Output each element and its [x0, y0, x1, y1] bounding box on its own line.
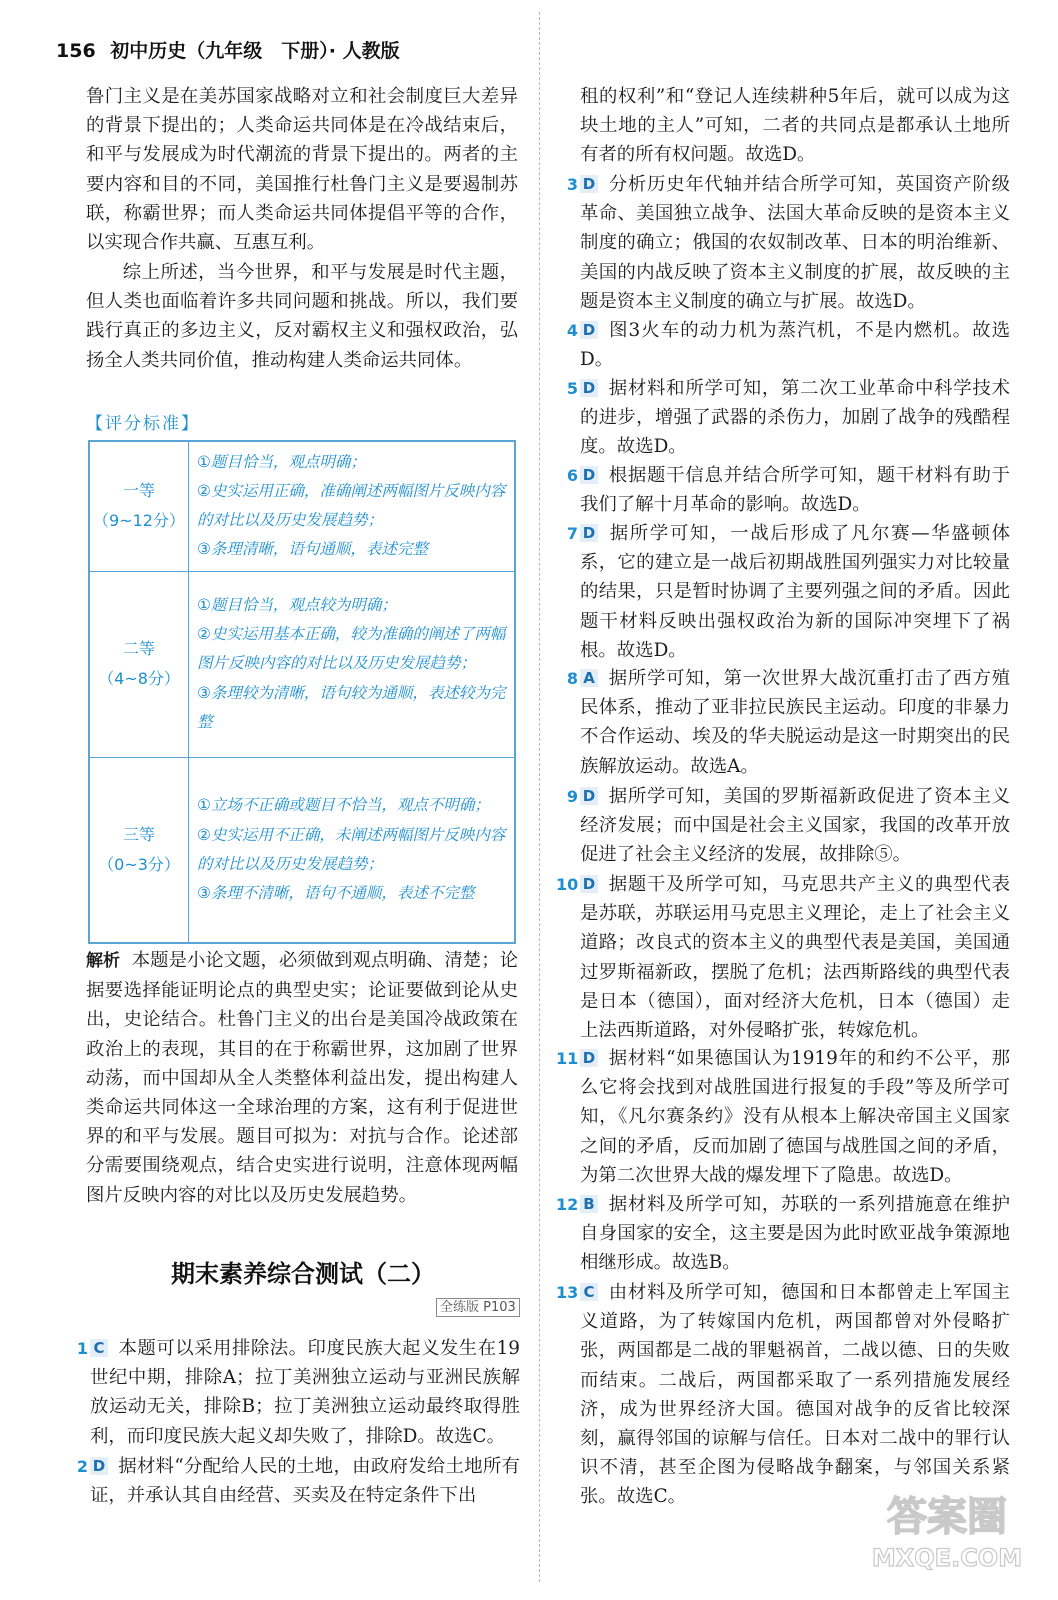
summary-paragraph: 综上所述，当今世界，和平与发展是时代主题，但人类也面临着许多共同问题和挑战。所以，我们要践行真正的多边主义，反对霸权主义和强权政治，弘扬全人类共同价值，推动构建人类命运共同体。 [86, 262, 518, 371]
answer-letter-badge: A [580, 669, 598, 687]
book-title: 初中历史（九年级 下册）· 人教版 [110, 40, 400, 62]
criterion-item: ①题目恰当，观点较为明确； [197, 595, 397, 614]
answer-explanation: 据材料“如果德国认为1919年的和约不公平，那么它将会找到对战胜国进行报复的手段”等及所学可知，《凡尔赛条约》没有从根本上解决帝国主义国家之间的矛盾，反而加剧了德国与战胜国之间的矛盾，为第二次世界大战的爆发埋下了隐患。故选D。 [580, 1048, 1010, 1186]
question-number: 10 [556, 875, 579, 894]
answer-letter-badge: D [580, 875, 598, 893]
analysis-label: 解析 [86, 951, 121, 971]
answer-explanation: 据所学可知，美国的罗斯福新政促进了资本主义经济发展；而中国是社会主义国家，我国的改革开放促进了社会主义经济的发展，故排除⑤。 [580, 786, 1010, 866]
grade-range: （4~8分） [98, 669, 180, 688]
grade-name: 一等 [122, 481, 155, 501]
answer-explanation: 据所学可知，一战后形成了凡尔赛—华盛顿体系，它的建立是一战后初期战胜国列强实力对比较量的结果，只是暂时协调了主要列强之间的矛盾。因此题干材料反映出强权政治为新的国际冲突埋下了祸根。故选D。 [580, 523, 1010, 661]
answer-letter-badge: D [580, 466, 598, 484]
answer-letter-badge: C [90, 1339, 108, 1357]
criterion-item: ①立场不正确或题目不恰当，观点不明确； [197, 796, 490, 815]
question-number: 8 [566, 669, 578, 688]
answer-letter-badge: B [580, 1195, 598, 1213]
answer-item [76, 1452, 520, 1510]
watermark-domain: MXQE.COM [871, 1544, 1023, 1572]
criteria-cell [189, 571, 516, 757]
answer-letter-badge: C [580, 1283, 598, 1301]
question-number: 11 [556, 1049, 579, 1068]
analysis-text: 本题是小论文题，必须做到观点明确、清楚；论据要选择能证明论点的典型史实；论证要做到论从史出，史论结合。杜鲁门主义的出台是美国冷战政策在政治上的表现，其目的在于称霸世界，这加剧了世界动荡，而中国却从全人类整体利益出发，提出构建人类命运共同体这一全球治理的方案，这有利于促进世界的和平与发展。题目可拟为：对抗与合作。论述部分需要围绕观点，结合史实进行说明，注意体现两幅图片反映内容的对比以及历史发展趋势。 [86, 950, 518, 1206]
grade-name: 三等 [122, 824, 155, 844]
question-number: 4 [566, 321, 578, 340]
criterion-item: ③条理清晰，语句通顺，表述完整 [197, 540, 428, 559]
question-number: 1 [76, 1339, 88, 1358]
reference-tag: 全练版 P103 [436, 1298, 520, 1317]
rubric-row-third [89, 757, 515, 943]
answer-letter-badge: D [580, 787, 598, 805]
scoring-rubric-table [88, 440, 516, 944]
answer-explanation: 图3火车的动力机为蒸汽机，不是内燃机。故选D。 [580, 320, 1010, 371]
criterion-item: ③条理不清晰，语句不通顺，表述不完整 [197, 883, 475, 902]
answer-item [566, 170, 1010, 316]
answer-explanation: 分析历史年代轴并结合所学可知，英国资产阶级革命、美国独立战争、法国大革命反映的是资本主义制度的确立；俄国的农奴制改革、日本的明治维新、美国的内战反映了资本主义制度的扩展，故反映的主题是资本主义制度的确立与扩展。故选D。 [580, 174, 1010, 312]
answer-letter-badge: D [580, 321, 598, 339]
answer-explanation: 据材料和所学可知，第二次工业革命中科学技术的进步，增强了武器的杀伤力，加剧了战争的残酷程度。故选D。 [580, 378, 1010, 458]
criterion-item: ①题目恰当，观点明确； [197, 452, 366, 471]
question-number: 12 [556, 1195, 579, 1214]
analysis-paragraph [86, 946, 518, 1210]
question-number: 9 [566, 787, 578, 806]
question-number: 5 [566, 379, 578, 398]
intro-paragraph: 鲁门主义是在美苏国家战略对立和社会制度巨大差异的背景下提出的；人类命运共同体是在冷战结束后，和平与发展成为时代潮流的背景下提出的。两者的主要内容和目的不同，美国推行杜鲁门主义是要遏制苏联，称霸世界；而人类命运共同体提倡平等的合作，以实现合作共赢、互惠互利。 [86, 86, 518, 254]
answer-explanation: 本题可以采用排除法。印度民族大起义发生在19世纪中期，排除A；拉丁美洲独立运动与亚洲民族解放运动无关，排除B；拉丁美洲独立运动最终取得胜利，而印度民族大起义却失败了，排除D。故选C。 [90, 1338, 520, 1447]
rubric-row-second [89, 571, 515, 757]
page-number: 156 [56, 40, 96, 62]
answer-explanation: 根据题干信息并结合所学可知，题干材料有助于我们了解十月革命的影响。故选D。 [580, 465, 1010, 516]
question-number: 2 [76, 1457, 88, 1476]
question-number: 13 [556, 1283, 579, 1302]
answer-explanation: 据材料“分配给人民的土地，由政府发给土地所有证，并承认其自由经营、买卖及在特定条件下出 [90, 1456, 520, 1507]
answer-letter-badge: D [580, 524, 598, 542]
grade-name: 二等 [122, 639, 155, 658]
answer-item [566, 519, 1010, 665]
criteria-cell [189, 757, 516, 943]
answer-explanation: 据材料及所学可知，苏联的一系列措施意在维护自身国家的安全，这主要是因为此时欧亚战争策源地相继形成。故选B。 [580, 1194, 1010, 1274]
watermark-stamp [862, 1478, 1032, 1578]
continuation-paragraph: 租的权利”和“登记人连续耕种5年后，就可以成为这块土地的主人”可知，二者的共同点是都承认土地所有者的所有权问题。故选D。 [580, 86, 1010, 166]
answer-item [556, 1044, 1010, 1190]
answer-item [556, 870, 1010, 1045]
answer-letter-badge: D [580, 175, 598, 193]
question-number: 3 [566, 175, 578, 194]
answer-letter-badge: D [580, 379, 598, 397]
grade-cell [89, 757, 189, 943]
answer-item [566, 782, 1010, 870]
answer-explanation: 由材料及所学可知，德国和日本都曾走上军国主义道路，为了转嫁国内危机，两国都曾对外侵略扩张，两国都是二战的罪魁祸首，二战以德、日的失败而结束。二战后，两国都采取了一系列措施发展经济，成为世界经济大国。德国对战争的反省比较深刻，赢得邻国的谅解与信任。日本对二战中的罪行认识不清，甚至企图为侵略战争翻案，与邻国关系紧张。故选C。 [580, 1282, 1010, 1508]
answer-item [76, 1334, 520, 1451]
criterion-item: ③条理较为清晰，语句较为通顺，表述较为完整 [197, 683, 506, 731]
answer-explanation: 据题干及所学可知，马克思共产主义的典型代表是苏联，苏联运用马克思主义理论，走上了社会主义道路；改良式的资本主义的典型代表是美国，美国通过罗斯福新政，摆脱了危机；法西斯路线的典型代表是日本（德国），面对经济大危机，日本（德国）走上法西斯道路，对外侵略扩张，转嫁危机。 [580, 874, 1010, 1042]
answer-item [566, 374, 1010, 462]
answer-letter-badge: D [580, 1049, 598, 1067]
answer-item [566, 461, 1010, 519]
criterion-item: ②史实运用基本正确，较为准确的阐述了两幅图片反映内容的对比以及历史发展趋势； [197, 625, 506, 673]
criteria-cell [189, 441, 516, 571]
section-title: 期末素养综合测试（二） [171, 1260, 435, 1288]
rubric-row-first [89, 441, 515, 571]
question-number: 7 [566, 524, 578, 543]
column-divider [539, 12, 540, 1582]
page-header [56, 36, 400, 63]
answer-item [566, 664, 1010, 781]
watermark-title: 答案圈 [887, 1494, 1007, 1540]
answer-explanation: 据所学可知，第一次世界大战沉重打击了西方殖民体系，推动了亚非拉民族民主运动。印度的非暴力不合作运动、埃及的华夫脱运动是这一时期突出的民族解放运动。故选A。 [580, 668, 1010, 777]
answer-letter-badge: D [90, 1457, 108, 1475]
grade-cell [89, 571, 189, 757]
answer-item [556, 1190, 1010, 1278]
criterion-item: ②史实运用正确，准确阐述两幅图片反映内容的对比以及历史发展趋势； [197, 482, 506, 530]
question-number: 6 [566, 466, 578, 485]
grade-range: （9~12分） [93, 511, 185, 531]
answer-item [556, 1278, 1010, 1512]
answer-item [566, 316, 1010, 374]
criterion-item: ②史实运用不正确，未阐述两幅图片反映内容的对比以及历史发展趋势； [197, 825, 506, 873]
criteria-label: 【评分标准】 [86, 414, 200, 434]
grade-range: （0~3分） [98, 854, 180, 874]
grade-cell [89, 441, 189, 571]
